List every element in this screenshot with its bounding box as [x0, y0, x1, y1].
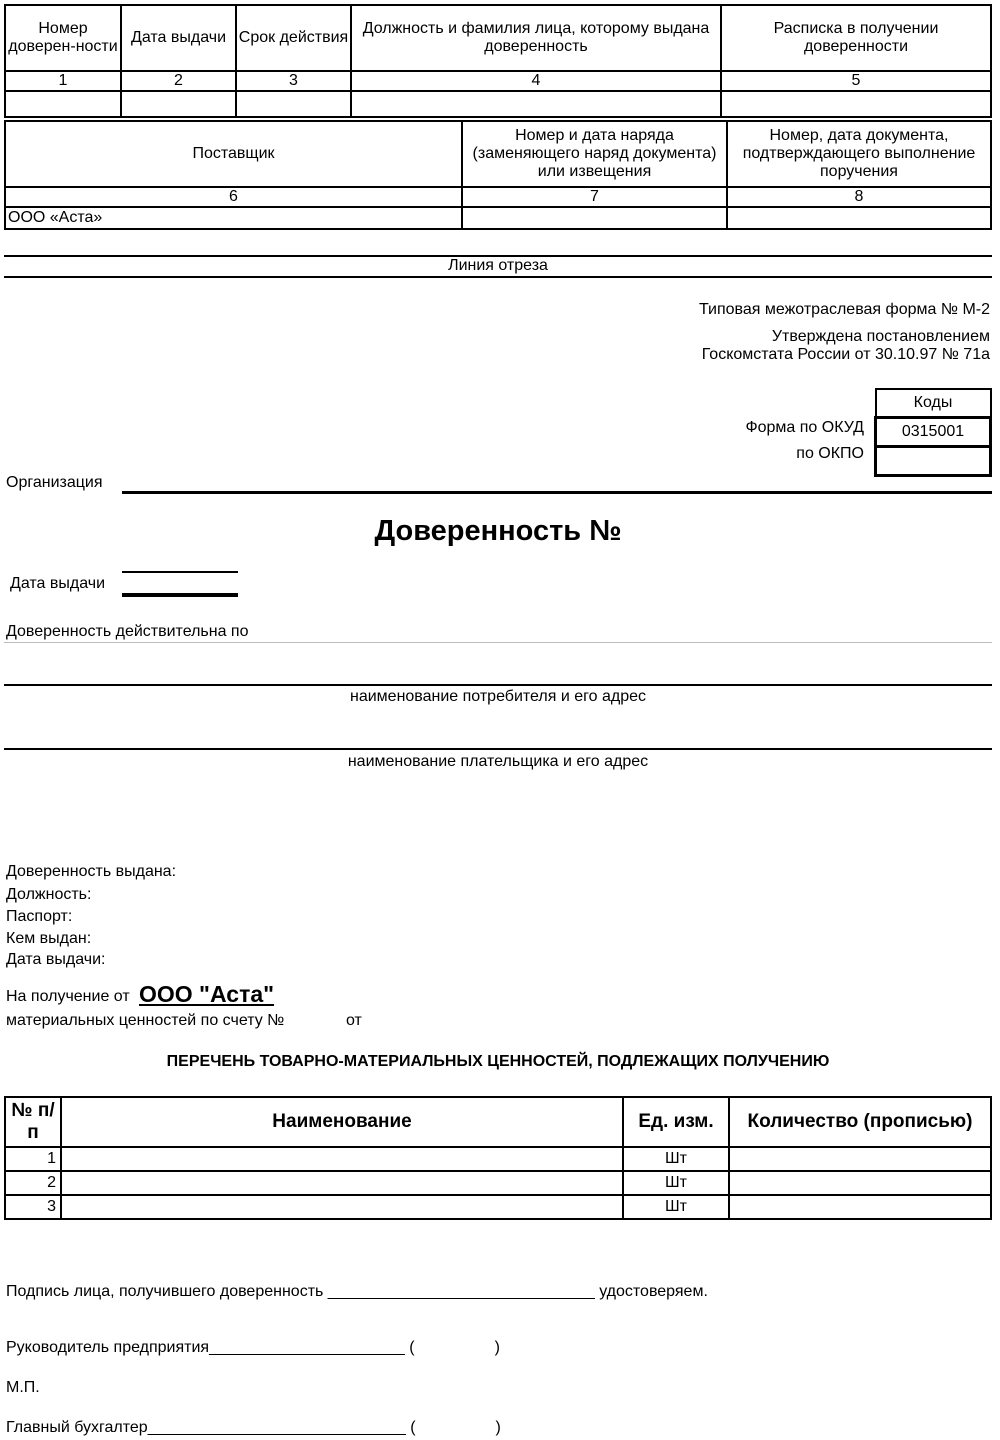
table-row [5, 1147, 991, 1171]
items-table [4, 1096, 992, 1220]
row-unit: Шт [623, 1171, 729, 1195]
issued-by-label: Кем выдан: [6, 930, 92, 947]
stub-col-number: 4 [351, 71, 721, 91]
row-number: 2 [5, 1171, 61, 1195]
row-name [61, 1147, 623, 1171]
stub-header-term: Срок действия [236, 5, 351, 71]
form-approved-2: Госкомстата России от 30.10.97 № 71а [701, 346, 990, 363]
valid-until-label: Доверенность действительна по [6, 623, 249, 640]
stub-col-number: 7 [462, 187, 727, 207]
stub-supplier-value: ООО «Аста» [5, 207, 462, 229]
okud-label: Форма по ОКУД [745, 419, 864, 436]
stub-cell [121, 91, 236, 117]
stub-header-number: Номер доверен-ности [5, 5, 121, 71]
row-number: 3 [5, 1195, 61, 1219]
codes-table [874, 388, 992, 477]
stub-cell [721, 91, 991, 117]
stub-header-supplier: Поставщик [5, 121, 462, 187]
invoice-label: материальных ценностей по счету № [6, 1012, 285, 1029]
consumer-line [4, 684, 992, 686]
stub-header-person: Должность и фамилия лица, которому выдана доверенность [351, 5, 721, 71]
cut-line-label: Линия отреза [448, 257, 548, 274]
receive-label: На получение от [6, 988, 130, 1005]
stub-cell [351, 91, 721, 117]
issue-date-line-1 [122, 571, 238, 573]
items-header-quantity: Количество (прописью) [729, 1097, 991, 1147]
table-row [5, 1195, 991, 1219]
row-quantity [729, 1147, 991, 1171]
row-name [61, 1195, 623, 1219]
accountant-signature: Главный бухгалтер_____________________________ ( ) [6, 1419, 501, 1436]
stub-col-number: 2 [121, 71, 236, 91]
document-title: Доверенность № [374, 515, 622, 547]
items-header-unit: Ед. изм. [623, 1097, 729, 1147]
stub-cell [727, 207, 991, 229]
row-name [61, 1171, 623, 1195]
issue-date-label: Дата выдачи [10, 575, 106, 592]
issued-date-label: Дата выдачи: [6, 951, 106, 968]
stub-col-number: 5 [721, 71, 991, 91]
signature-line: Подпись лица, получившего доверенность ______________________________ удостоверяем. [6, 1283, 708, 1300]
row-unit: Шт [623, 1147, 729, 1171]
stub-cell [236, 91, 351, 117]
row-unit: Шт [623, 1195, 729, 1219]
payer-line [4, 748, 992, 750]
row-quantity [729, 1195, 991, 1219]
receive-from: ООО "Аста" [139, 981, 275, 1007]
stub-cell [462, 207, 727, 229]
head-signature: Руководитель предприятия______________________ ( ) [6, 1339, 500, 1356]
valid-until-line [4, 642, 992, 643]
cut-line-bottom [4, 276, 992, 278]
stamp-label: М.П. [6, 1379, 40, 1396]
items-header-number: № п/п [5, 1097, 61, 1147]
row-number: 1 [5, 1147, 61, 1171]
passport-label: Паспорт: [6, 908, 73, 925]
issue-date-line-2 [122, 593, 238, 597]
payer-caption: наименование плательщика и его адрес [347, 753, 649, 770]
stub-col-number: 1 [5, 71, 121, 91]
table-row [5, 1171, 991, 1195]
okud-value: 0315001 [876, 418, 991, 447]
row-quantity [729, 1171, 991, 1195]
stub-table [4, 4, 992, 118]
stub-col-number: 6 [5, 187, 462, 207]
list-title: ПЕРЕЧЕНЬ ТОВАРНО-МАТЕРИАЛЬНЫХ ЦЕННОСТЕЙ, ПОДЛЕЖАЩИХ ПОЛУЧЕНИЮ [166, 1053, 830, 1070]
stub-table-lower [4, 120, 992, 230]
stub-header-order: Номер и дата наряда (заменяющего наряд документа) или извещения [462, 121, 727, 187]
form-type: Типовая межотраслевая форма № М-2 [698, 301, 990, 318]
stub-header-date: Дата выдачи [121, 5, 236, 71]
stub-cell [5, 91, 121, 117]
codes-header: Коды [876, 389, 991, 418]
okpo-label: по ОКПО [796, 445, 864, 462]
okpo-value [876, 447, 991, 476]
position-label: Должность: [6, 886, 92, 903]
issued-to-label: Доверенность выдана: [6, 863, 177, 880]
stub-header-document: Номер, дата документа, подтверждающего выполнение поручения [727, 121, 991, 187]
stub-col-number: 8 [727, 187, 991, 207]
invoice-from: от [346, 1012, 362, 1029]
consumer-caption: наименование потребителя и его адрес [350, 688, 646, 705]
items-header-name: Наименование [61, 1097, 623, 1147]
organization-label: Организация [6, 474, 103, 491]
form-approved-1: Утверждена постановлением [771, 328, 990, 345]
stub-col-number: 3 [236, 71, 351, 91]
organization-line [122, 491, 992, 494]
stub-header-receipt: Расписка в получении доверенности [721, 5, 991, 71]
